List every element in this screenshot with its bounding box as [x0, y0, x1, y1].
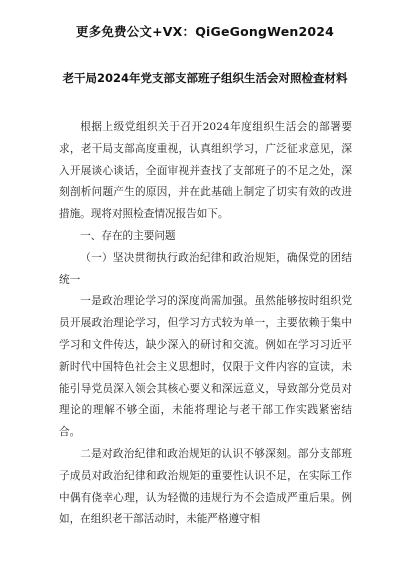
intro-paragraph: 根据上级党组织关于召开2024年度组织生活会的部署要求，老干局支部高度重视，认真组织学习，广泛征求意见，深入开展谈心谈话，全面审视并查找了支部班子的不足之处，深刻剖析问题产生的原因，并在此基础上制定了切实有效的改进措施。现将对照检查情况报告如下。: [59, 121, 352, 221]
document-title: 老干局2024年党支部支部班子组织生活会对照检查材料: [62, 71, 348, 85]
sub-heading: （一）坚决贯彻执行政治纪律和政治规矩，确保党的团结统一: [59, 251, 352, 286]
body-paragraph: 二是对政治纪律和政治规矩的认识不够深刻。部分支部班子成员对政治纪律和政治规矩的重要性认识不足，在实际工作中偶有侥幸心理，认为轻微的违规行为不会造成严重后果。例如，在组织老干部活动时，未能严格遵守相: [59, 447, 352, 526]
section-heading: 一、存在的主要问题: [80, 229, 176, 242]
document-body: [59, 117, 352, 531]
watermark-header: 更多免费公文+VX：QiGeGongWen2024: [75, 24, 335, 39]
body-paragraph: 一是政治理论学习的深度尚需加强。虽然能够按时组织党员开展政治理论学习，但学习方式较为单一，主要依赖于集中学习和文件传达，缺少深入的研讨和交流。例如在学习习近平新时代中国特色社会主义思想时，仅限于文件内容的宣读，未能引导党员深入领会其核心要义和深远意义，导致部分党员对理论的理解不够全面，未能将理论与老干部工作实践紧密结合。: [59, 295, 352, 439]
